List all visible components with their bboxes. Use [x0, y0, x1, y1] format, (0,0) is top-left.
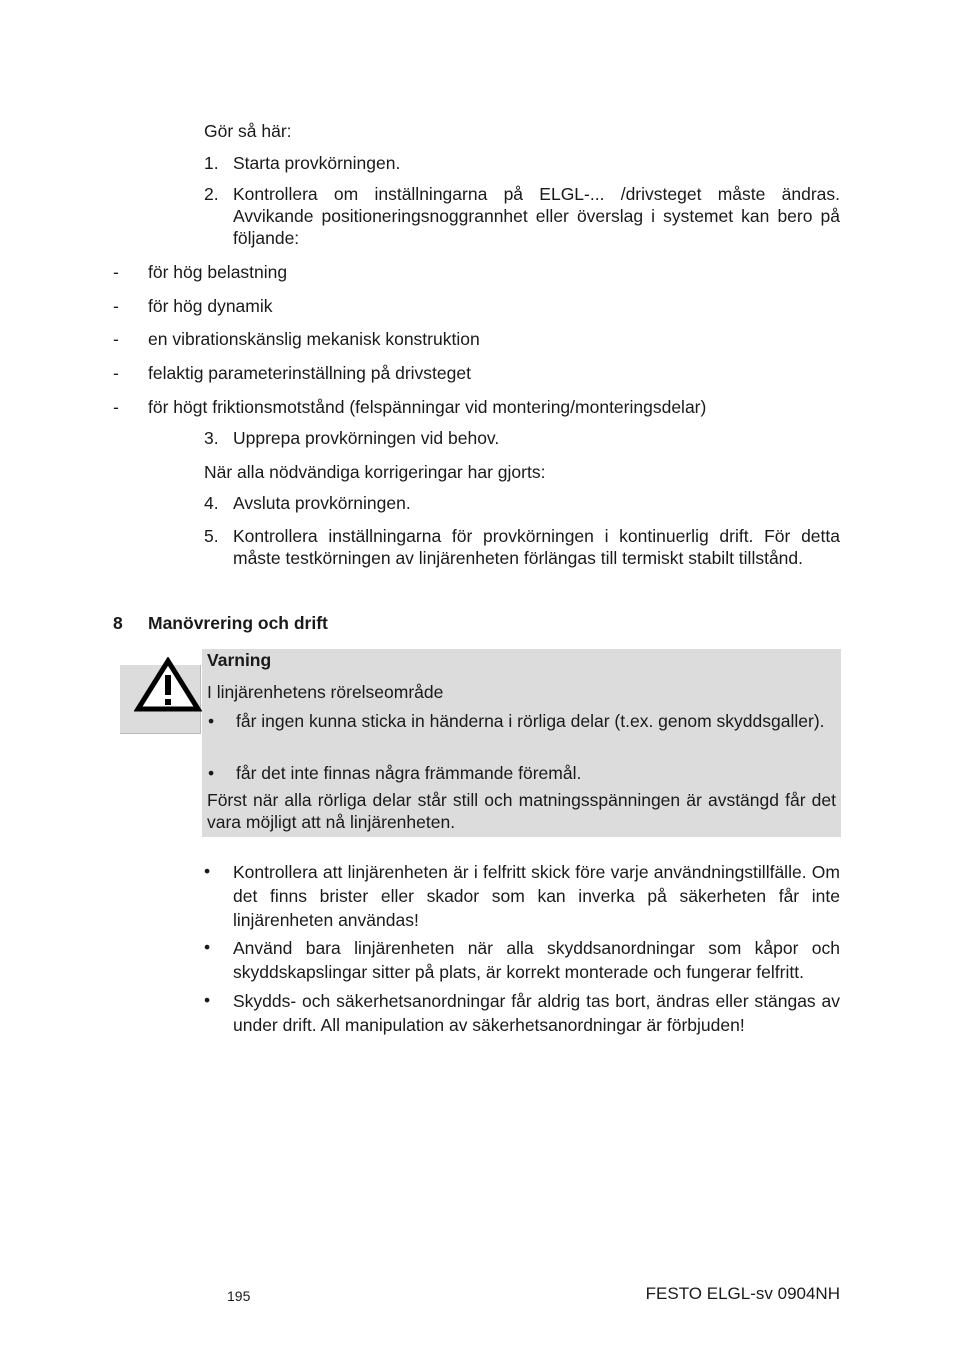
warning-box: [202, 649, 841, 837]
step-number: 4.: [204, 493, 219, 513]
rule-item: Använd bara linjärenheten när alla skyddsanordningar som kåpor och skyddskapslingar sitter på plats, är korrekt monterade och fungerar felfritt.: [233, 938, 840, 982]
cause-item: felaktig parameterinställning på drivsteget: [148, 363, 471, 383]
warning-lead: I linjärenhetens rörelseområde: [207, 682, 444, 702]
cause-item: för högt friktionsmotstånd (felspänningar vid montering/monteringsdelar): [148, 397, 707, 417]
step-text: Kontrollera om inställningarna på ELGL-... /drivsteget måste ändras. Avvikande positioneringsnoggrannhet eller överslag i systemet kan bero på följande:: [233, 184, 840, 248]
cause-item: för hög dynamik: [148, 296, 273, 316]
dash-marker: -: [113, 296, 119, 316]
warning-bullet: får ingen kunna sticka in händerna i rörliga delar (t.ex. genom skyddsgaller).: [236, 711, 825, 731]
dash-marker: -: [113, 397, 119, 417]
step-text: Upprepa provkörningen vid behov.: [233, 428, 500, 448]
warning-title: Varning: [207, 650, 272, 670]
step-number: 3.: [204, 428, 219, 448]
bullet-marker: •: [208, 711, 215, 731]
bullet-marker: •: [204, 990, 211, 1010]
page-number: 195: [227, 1288, 251, 1304]
step-number: 2.: [204, 184, 219, 204]
step-number: 1.: [204, 153, 219, 173]
rule-item: Kontrollera att linjärenheten är i felfritt skick före varje användningstillfälle. Om det finns brister eller skador som kan inverka på säkerheten får inte linjärenheten användas!: [233, 862, 840, 930]
warning-closing: Först när alla rörliga delar står still och matningsspänningen är avstängd får det vara möjligt att nå linjärenheten.: [207, 790, 836, 832]
bullet-marker: •: [204, 861, 211, 881]
cause-item: en vibrationskänslig mekanisk konstruktion: [148, 329, 480, 349]
dash-marker: -: [113, 363, 119, 383]
step-text: Avsluta provkörningen.: [233, 493, 411, 513]
document-id: FESTO ELGL-sv 0904NH: [645, 1284, 840, 1303]
rule-item: Skydds- och säkerhetsanordningar får aldrig tas bort, ändras eller stängas av under drift. All manipulation av säkerhetsanordningar är förbjuden!: [233, 991, 840, 1035]
section-title: Manövrering och drift: [148, 613, 328, 633]
after-text: När alla nödvändiga korrigeringar har gjorts:: [204, 462, 546, 482]
dash-marker: -: [113, 329, 119, 349]
warning-bullet: får det inte finnas några främmande föremål.: [236, 763, 582, 783]
step-number: 5.: [204, 526, 219, 546]
cause-item: för hög belastning: [148, 262, 288, 282]
intro-text: Gör så här:: [204, 121, 292, 141]
dash-marker: -: [113, 262, 119, 282]
section-number: 8: [113, 613, 123, 633]
step-text: Starta provkörningen.: [233, 153, 401, 173]
warning-icon-box: [120, 665, 201, 734]
warning-triangle-icon: [134, 657, 202, 717]
bullet-marker: •: [208, 763, 215, 783]
step-text: Kontrollera inställningarna för provkörningen i kontinuerlig drift. För detta måste testkörningen av linjärenheten förlängas till termiskt stabilt tillstånd.: [233, 526, 840, 568]
bullet-marker: •: [204, 937, 211, 957]
